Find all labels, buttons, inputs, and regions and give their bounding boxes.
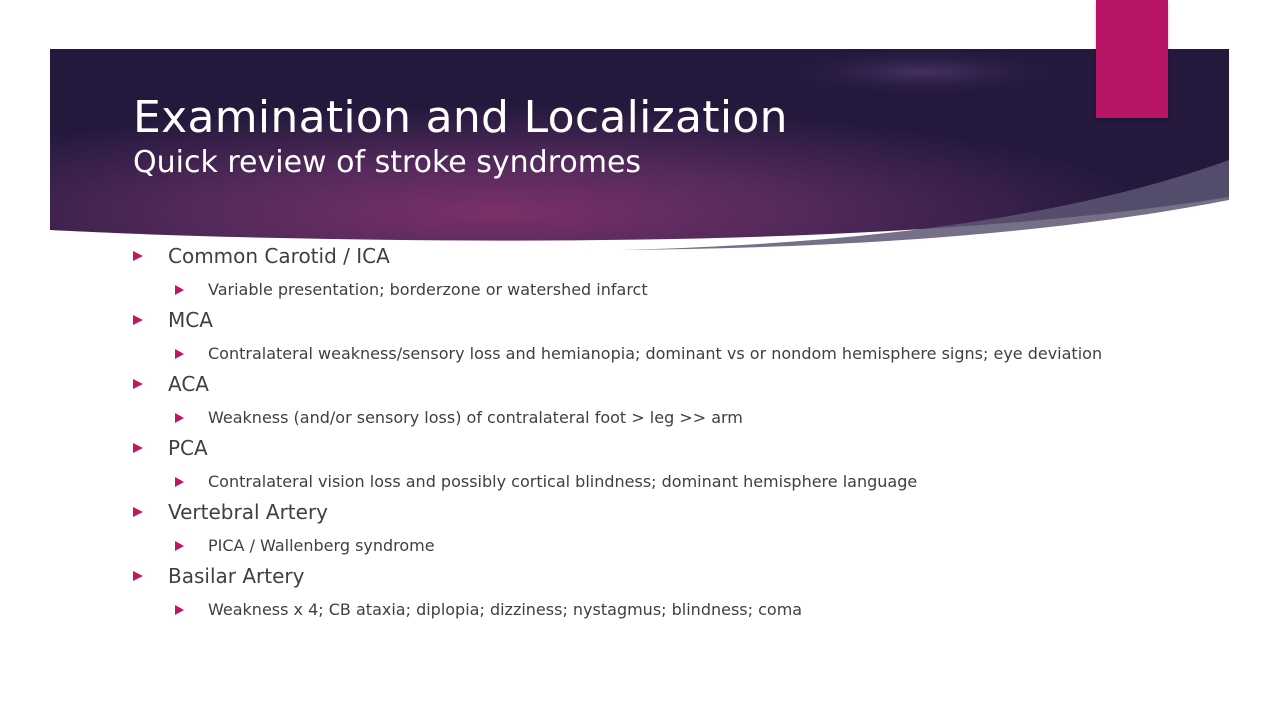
title-block (133, 92, 1083, 182)
bullet-item-basilar-artery (133, 563, 1133, 589)
sub-bullet-item (133, 473, 1133, 491)
sub-bullet-text: Weakness x 4; CB ataxia; diplopia; dizziness; nystagmus; blindness; coma (208, 600, 803, 619)
triangle-bullet-icon (133, 571, 143, 581)
triangle-bullet-icon (133, 251, 143, 261)
bullet-item-vertebral-artery (133, 499, 1133, 525)
bullet-item-aca (133, 371, 1133, 397)
triangle-bullet-icon (175, 349, 184, 359)
sub-bullet-text: PICA / Wallenberg syndrome (208, 536, 435, 555)
sub-bullet-text: Contralateral weakness/sensory loss and hemianopia; dominant vs or nondom hemisphere signs; eye deviation (208, 344, 1103, 363)
triangle-bullet-icon (175, 541, 184, 551)
sub-bullet-item (133, 345, 1133, 363)
triangle-bullet-icon (133, 507, 143, 517)
bullet-label: Vertebral Artery (168, 500, 328, 524)
sub-bullet-item (133, 281, 1133, 299)
triangle-bullet-icon (175, 285, 184, 295)
sub-bullet-item (133, 537, 1133, 555)
triangle-bullet-icon (133, 379, 143, 389)
bullet-label: Basilar Artery (168, 564, 305, 588)
slide-subtitle: Quick review of stroke syndromes (133, 145, 642, 180)
triangle-bullet-icon (175, 605, 184, 615)
triangle-bullet-icon (175, 413, 184, 423)
bullet-label: Common Carotid / ICA (168, 244, 390, 268)
slide-title: Examination and Localization (133, 92, 788, 143)
bullet-label: ACA (168, 372, 209, 396)
bullet-item-mca (133, 307, 1133, 333)
bullet-label: MCA (168, 308, 213, 332)
bullet-item-common-carotid (133, 243, 1133, 269)
bullet-item-pca (133, 435, 1133, 461)
bullet-list (133, 238, 1133, 627)
sub-bullet-text: Variable presentation; borderzone or watershed infarct (208, 280, 648, 299)
sub-bullet-text: Weakness (and/or sensory loss) of contralateral foot > leg >> arm (208, 408, 743, 427)
sub-bullet-item (133, 601, 1133, 619)
bullet-label: PCA (168, 436, 208, 460)
accent-tab (1096, 0, 1168, 118)
sub-bullet-text: Contralateral vision loss and possibly cortical blindness; dominant hemisphere language (208, 472, 918, 491)
triangle-bullet-icon (175, 477, 184, 487)
triangle-bullet-icon (133, 443, 143, 453)
sub-bullet-item (133, 409, 1133, 427)
triangle-bullet-icon (133, 315, 143, 325)
